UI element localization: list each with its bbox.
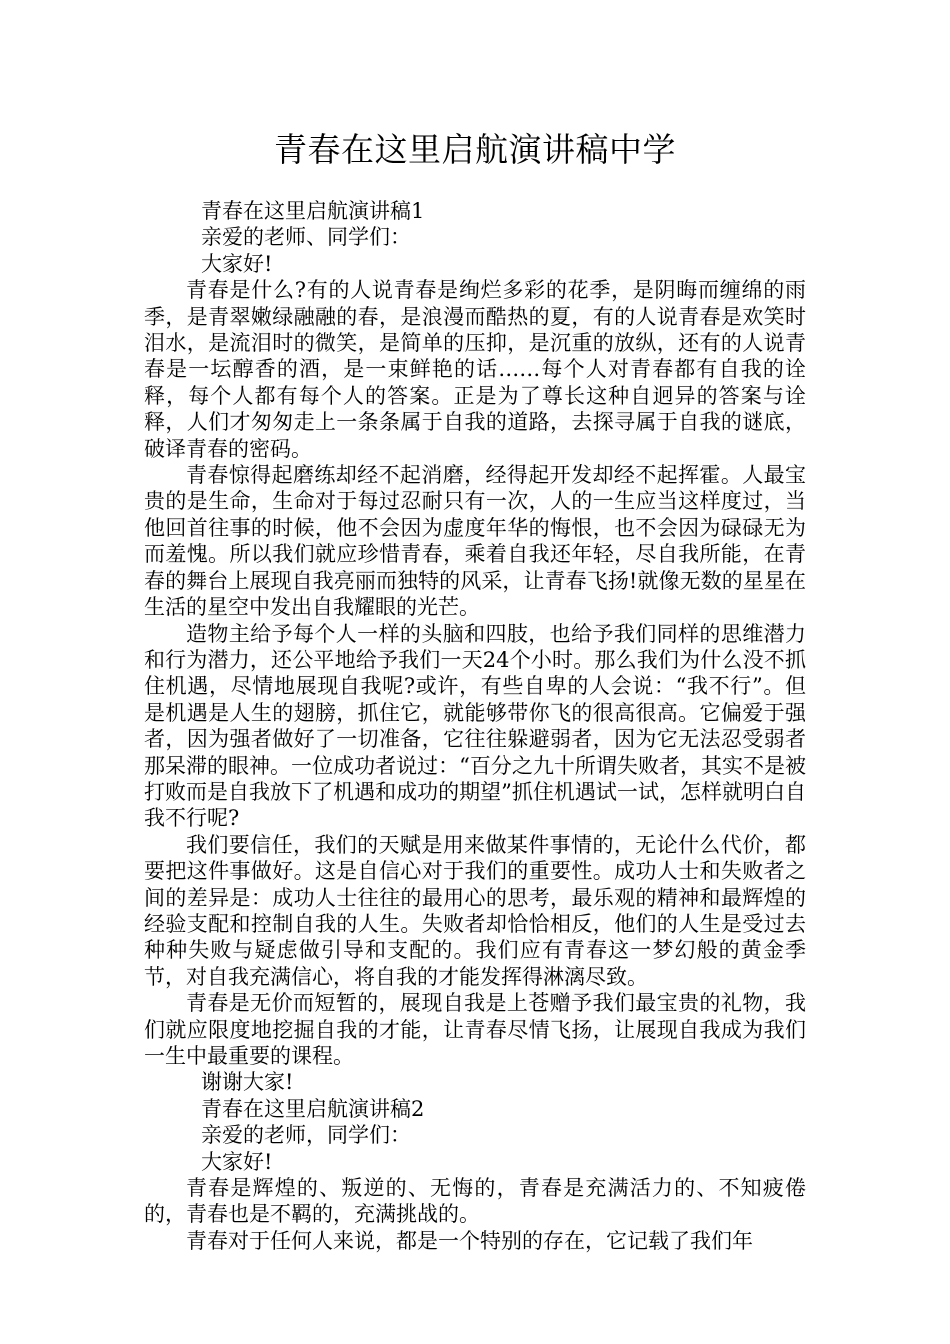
greeting: 大家好! [201, 1149, 273, 1174]
closing-thanks: 谢谢大家! [201, 1070, 294, 1095]
greeting: 大家好! [201, 251, 273, 276]
document-body [144, 198, 806, 1254]
salutation: 亲爱的老师，同学们： [201, 1123, 411, 1148]
paragraph: 青春惊得起磨练却经不起消磨，经得起开发却经不起挥霍。人最宝贵的是生命，生命对于每过忍耐只有一次，人的一生应当这样度过，当他回首往事的时候，他不会因为虚度年华的悔恨，也不会因为碌碌无为而羞愧。所以我们就应珍惜青春，乘着自我还年轻，尽自我所能，在青春的舞台上展现自我亮丽而独特的风采，让青春飞扬!就像无数的星星在生活的星空中发出自我耀眼的光芒。 [144, 463, 806, 620]
speech-heading: 青春在这里启航演讲稿1 [201, 199, 425, 223]
paragraph: 青春是无价而短暂的，展现自我是上苍赠予我们最宝贵的礼物，我们就应限度地挖掘自我的才能，让青春尽情飞扬，让展现自我成为我们一生中最重要的课程。 [144, 991, 806, 1068]
paragraph: 青春对于任何人来说，都是一个特别的存在，它记载了我们年 [186, 1228, 753, 1253]
paragraph: 青春是辉煌的、叛逆的、无悔的，青春是充满活力的、不知疲倦的，青春也是不羁的，充满挑战的。 [144, 1176, 806, 1227]
salutation: 亲爱的老师、同学们： [201, 225, 411, 250]
paragraph: 我们要信任，我们的天赋是用来做某件事情的，无论什么代价，都要把这件事做好。这是自信心对于我们的重要性。成功人士和失败者之间的差异是：成功人士往往的最用心的思考，最乐观的精神和最辉煌的经验支配和控制自我的人生。失败者却恰恰相反，他们的人生是受过去种种失败与疑虑做引导和支配的。我们应有青春这一梦幻般的黄金季节，对自我充满信心，将自我的才能发挥得淋漓尽致。 [144, 832, 806, 989]
paragraph: 造物主给予每个人一样的头脑和四肢，也给予我们同样的思维潜力和行为潜力，还公平地给予我们一天24个小时。那么我们为什么没不抓住机遇，尽情地展现自我呢?或许，有些自卑的人会说：“我不行”。但是机遇是人生的翅膀，抓住它，就能够带你飞的很高很高。它偏爱于强者，因为强者做好了一切准备，它往往躲避弱者，因为它无法忍受弱者那呆滞的眼神。一位成功者说过：“百分之九十所谓失败者，其实不是被打败而是自我放下了机遇和成功的期望”抓住机遇试一试，怎样就明白自我不行呢? [144, 621, 806, 831]
document-title: 青春在这里启航演讲稿中学 [274, 130, 676, 169]
paragraph: 青春是什么?有的人说青春是绚烂多彩的花季，是阴晦而缠绵的雨季，是青翠嫩绿融融的春，是浪漫而酷热的夏，有的人说青春是欢笑时泪水，是流泪时的微笑，是简单的压抑，是沉重的放纵，还有的人说青春是一坛醇香的酒，是一束鲜艳的话……每个人对青春都有自我的诠释，每个人都有每个人的答案。正是为了尊长这种自迥异的答案与诠释，人们才匆匆走上一条条属于自我的道路，去探寻属于自我的谜底，破译青春的密码。 [144, 278, 806, 461]
speech-heading: 青春在这里启航演讲稿2 [201, 1096, 425, 1121]
